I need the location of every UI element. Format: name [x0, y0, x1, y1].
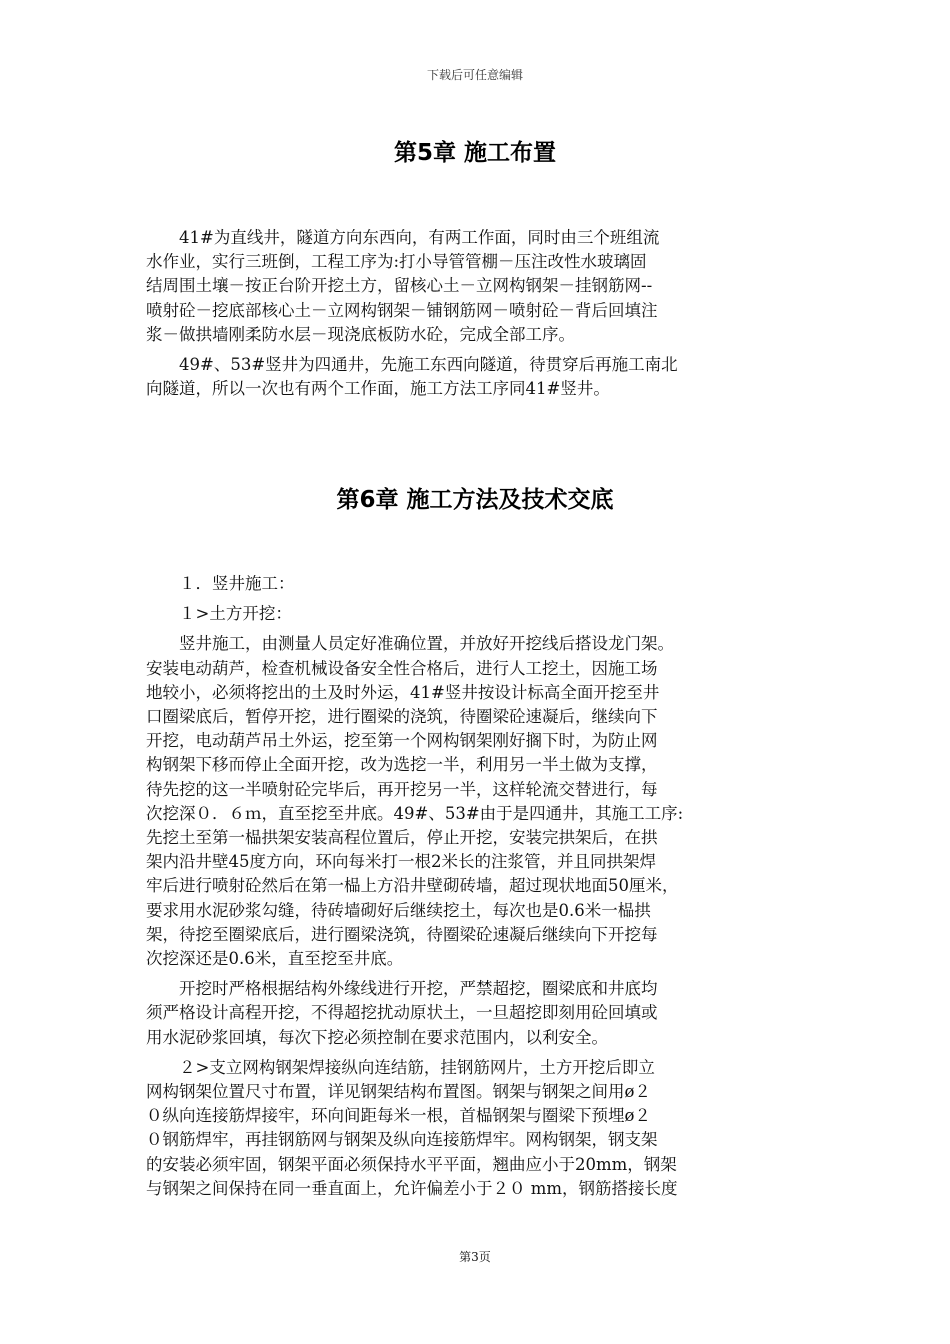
text-line: 49#、53#竖井为四通井，先施工东西向隧道，待贯穿后再施工南北 — [146, 355, 678, 375]
text-line: 架内沿井壁45度方向，环向每米打一根2米长的注浆管，并且同拱架焊 — [146, 852, 656, 872]
text-line: 次挖深还是0.6米，直至挖至井底。 — [146, 949, 404, 969]
text-line: 浆－做拱墙刚柔防水层－现浇底板防水砼，完成全部工序。 — [146, 324, 575, 344]
chapter-5-body — [146, 226, 816, 401]
text-line: 牢后进行喷射砼然后在第一榀上方沿井壁砌砖墙，超过现状地面50厘米， — [146, 876, 679, 896]
text-line: 向隧道，所以一次也有两个工作面，施工方法工序同41#竖井。 — [146, 379, 610, 399]
header-note: 下载后可任意编辑 — [426, 68, 523, 82]
chapter-5-title: 第5章 施工布置 — [393, 140, 556, 166]
text-line: 喷射砼－挖底部核心土－立网构钢架－铺钢筋网－喷射砼－背后回填注 — [146, 300, 658, 320]
text-line: 水作业，实行三班倒，工程工序为:打小导管管棚－压注改性水玻璃固 — [146, 252, 647, 272]
text-line: 网构钢架位置尺寸布置，详见钢架结构布置图。钢架与钢架之间用ø２ — [146, 1082, 651, 1102]
text-line: 构钢架下移而停止全面开挖，改为选挖一半，利用另一半土做为支撑， — [146, 755, 658, 775]
text-line: 架，待挖至圈梁底后，进行圈梁浇筑，待圈梁砼速凝后继续向下开挖每 — [146, 924, 658, 944]
chapter-6-title: 第6章 施工方法及技术交底 — [336, 487, 614, 513]
text-line: 用水泥砂浆回填，每次下挖必须控制在要求范围内，以利安全。 — [146, 1027, 608, 1047]
subsection-heading: １>土方开挖： — [146, 604, 292, 624]
text-line: 与钢架之间保持在同一垂直面上，允许偏差小于２０ mm，钢筋搭接长度 — [146, 1178, 678, 1198]
text-line: 开挖时严格根据结构外缘线进行开挖，严禁超挖，圈梁底和井底均 — [146, 979, 658, 999]
text-line: 的安装必须牢固，钢架平面必须保持水平平面，翘曲应小于20mm，钢架 — [146, 1154, 677, 1174]
text-line: 开挖，电动葫芦吊土外运，挖至第一个网构钢架刚好搁下时，为防止网 — [146, 731, 658, 751]
text-line: 地较小，必须将挖出的土及时外运，41#竖井按设计标高全面开挖至井 — [146, 682, 660, 702]
section-heading: １．竖井施工： — [146, 574, 295, 593]
text-line: 次挖深０．６ｍ，直至挖至井底。49#、53#由于是四通井，其施工工序: — [146, 803, 684, 823]
text-line: 口圈梁底后，暂停开挖，进行圈梁的浇筑，待圈梁砼速凝后，继续向下 — [146, 707, 658, 727]
chapter-6-body — [146, 572, 816, 1201]
text-line: 结周围土壤－按正台阶开挖土方，留核心土－立网构钢架－挂钢筋网-- — [146, 276, 653, 296]
page-number: 第3页 — [459, 1250, 491, 1264]
text-line: 安装电动葫芦，检查机械设备安全性合格后，进行人工挖土，因施工场 — [146, 658, 658, 678]
text-line: ０纵向连接筋焊接牢，环向间距每米一根，首榀钢架与圈梁下预埋ø２ — [146, 1106, 651, 1126]
text-line: 先挖土至第一榀拱架安装高程位置后，停止开挖，安装完拱架后，在拱 — [146, 828, 658, 848]
text-line: 须严格设计高程开挖，不得超挖扰动原状土，一旦超挖即刻用砼回填或 — [146, 1003, 658, 1023]
text-line: 41#为直线井，隧道方向东西向，有两工作面，同时由三个班组流 — [146, 228, 660, 247]
text-line: 待先挖的这一半喷射砼完毕后，再开挖另一半，这样轮流交替进行，每 — [146, 779, 658, 799]
text-line: ２>支立网构钢架焊接纵向连结筋，挂钢筋网片，土方开挖后即立 — [146, 1057, 655, 1077]
text-line: ０钢筋焊牢，再挂钢筋网与钢架及纵向连接筋焊牢。网构钢架，钢支架 — [146, 1130, 658, 1150]
text-line: 竖井施工，由测量人员定好准确位置，并放好开挖线后搭设龙门架。 — [146, 634, 674, 654]
text-line: 要求用水泥砂浆勾缝，待砖墙砌好后继续挖土，每次也是0.6米一榀拱 — [146, 900, 651, 920]
